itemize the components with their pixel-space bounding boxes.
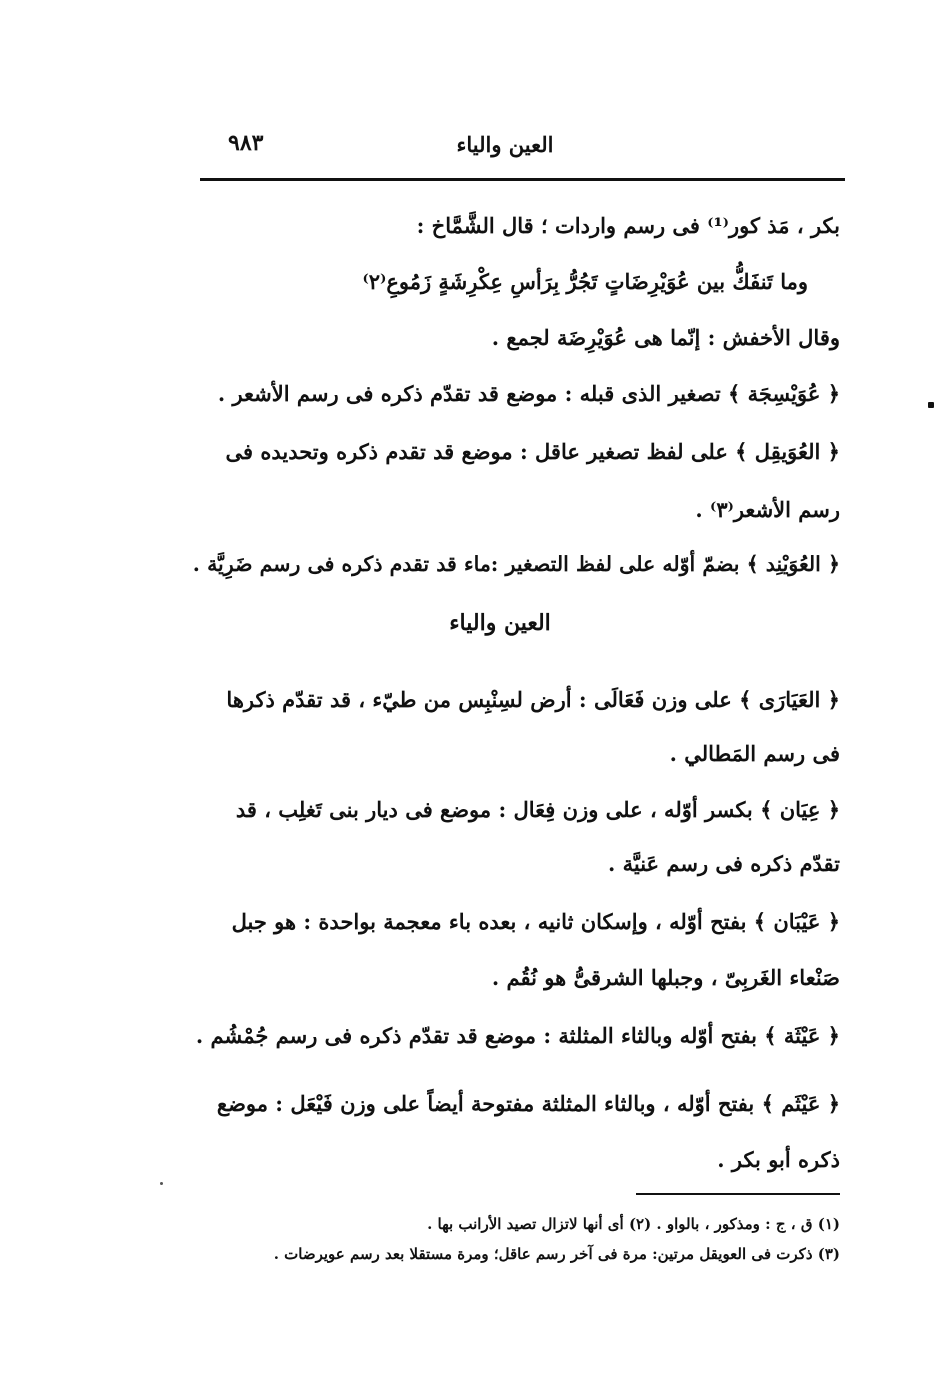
entry-line: ﴿ العُوَيقِل ﴾ على لفظ تصغير عاقل : موضع قد تقدم ذكره وتحديده فى	[225, 439, 840, 464]
running-header-title: العين والياء	[456, 132, 554, 157]
poem-verse: وما تَنفَكُّ بين عُوَيْرِضَاتٍ تَجُرُّ بِرَأسِ عِكْرِشَةٍ زَمُوعِ⁽٢⁾	[362, 269, 808, 294]
body-line: بكر ، مَذ كور⁽¹⁾ فى رسم واردات ؛ قال الشَّمَّاخ :	[416, 213, 840, 238]
entry-line: ذكره أبو بكر .	[717, 1147, 840, 1172]
entry-line: ﴿ عُوَيْسِجَة ﴾ تصغير الذى قبله : موضع قد تقدّم ذكره فى رسم الأشعر .	[217, 381, 840, 406]
entry-line: تقدّم ذكره فى رسم عَنيَّة .	[607, 851, 840, 876]
page-number: ٩٨٣	[228, 130, 264, 156]
footnote-divider	[636, 1193, 840, 1195]
entry-line: ﴿ عَيْثَم ﴾ بفتح أوّله ، وبالثاء المثلثة مفتوحة أيضاً على وزن فَيْعَل : موضع	[216, 1091, 840, 1116]
header-divider	[200, 178, 845, 181]
footnote: (٣) ذكرت فى العويقل مرتين: مرة فى آخر رسم عاقل؛ ومرة مستقلا بعد رسم عويرضات .	[273, 1245, 840, 1263]
entry-line: رسم الأشعر⁽٣⁾ .	[695, 497, 840, 522]
section-heading: العين والياء	[449, 610, 551, 636]
body-line: وقال الأخفش : إنّما هى عُوَيْرِضَة لجمع .	[491, 325, 840, 350]
footnote: (١) ق ، ج : ومذكور ، بالواو . (٢) أى أنها لاتزال تصيد الأرانب بها .	[427, 1215, 840, 1233]
scan-speck	[928, 402, 934, 408]
scan-speck	[160, 1182, 163, 1185]
entry-line: ﴿ عَيْثَة ﴾ بفتح أوّله وبالثاء المثلثة : موضع قد تقدّم ذكره فى رسم جُمْشُم .	[195, 1023, 840, 1048]
entry-line: ﴿ العُوَيْنِد ﴾ بضمّ أوّله على لفظ التصغير :ماء قد تقدم ذكره فى رسم ضَرِيَّة .	[192, 552, 840, 576]
entry-line: فى رسم المَطالي .	[669, 741, 840, 766]
entry-line: صَنْعاء الغَربِىّ ، وجبلها الشرقىُّ هو نُقُم .	[491, 965, 840, 990]
entry-line: ﴿ عَيْبَان ﴾ بفتح أوّله ، وإسكان ثانيه ، بعده باء معجمة بواحدة : هو جبل	[231, 909, 840, 934]
entry-line: ﴿ عِيَان ﴾ بكسر أوّله ، على وزن فِعَال : موضع فى ديار بنى تَغلِب ، قد	[235, 797, 840, 822]
entry-line: ﴿ العَيَارَى ﴾ على وزن فَعَالَى : أرض لسِنْبِس من طيّء ، قد تقدّم ذكرها	[226, 687, 840, 712]
